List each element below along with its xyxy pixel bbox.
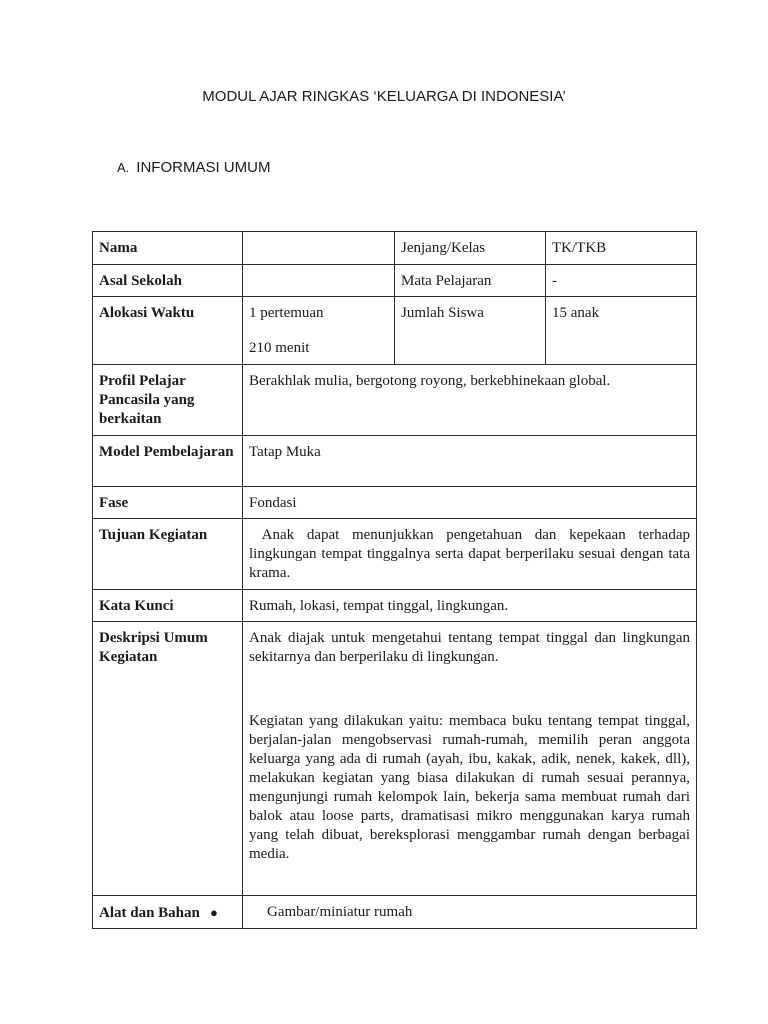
nama-label: Nama [93, 232, 243, 265]
row-model [93, 436, 697, 487]
jumlah-value: 15 anak [546, 297, 697, 365]
section-heading [117, 159, 270, 176]
profil-label: Profil Pelajar Pancasila yang berkaitan [93, 365, 243, 436]
deskripsi-label: Deskripsi Umum Kegiatan [93, 622, 243, 896]
row-asal [93, 265, 697, 297]
info-table [92, 231, 697, 929]
section-letter: A. [117, 160, 130, 175]
jenjang-value: TK/TKB [546, 232, 697, 265]
deskripsi-paragraph-2: Kegiatan yang dilakukan yaitu: membaca buku tentang tempat tinggal, berjalan-jalan mengobservasi rumah-rumah, memilih peran anggota keluarga yang ada di rumah (ayah, ibu, kakak, adik, nenek, kakek, dll), melakukan kegiatan yang biasa dilakukan di rumah sesuai perannya, mengunjungi rumah kelompok lain, bekerja sama membuat rumah dari balok atau loose parts, dramatisasi mikro menggunakan karya rumah yang telah dibuat, bereksplorasi menggambar rumah dengan berbagai media. [249, 713, 690, 862]
alat-label-cell [93, 896, 243, 929]
row-deskripsi [93, 622, 697, 896]
alat-label: Alat dan Bahan [99, 905, 200, 921]
row-kata-kunci [93, 590, 697, 622]
alokasi-line2: 210 menit [249, 340, 310, 356]
alokasi-value [243, 297, 395, 365]
mapel-label: Mata Pelajaran [395, 265, 546, 297]
jenjang-label: Jenjang/Kelas [395, 232, 546, 265]
fase-label: Fase [93, 487, 243, 519]
row-tujuan [93, 519, 697, 590]
row-alokasi [93, 297, 697, 365]
row-nama [93, 232, 697, 265]
asal-value [243, 265, 395, 297]
tujuan-value: Anak dapat menunjukkan pengetahuan dan kepekaan terhadap lingkungan tempat tinggalnya serta dapat berperilaku sesuai dengan tata krama. [243, 519, 697, 590]
nama-value [243, 232, 395, 265]
tujuan-label: Tujuan Kegiatan [93, 519, 243, 590]
fase-value: Fondasi [243, 487, 697, 519]
model-label: Model Pembelajaran [93, 436, 243, 487]
alat-value: Gambar/miniatur rumah [243, 896, 697, 929]
row-fase [93, 487, 697, 519]
jumlah-label: Jumlah Siswa [395, 297, 546, 365]
deskripsi-value [243, 622, 697, 896]
alokasi-line1: 1 pertemuan [249, 305, 324, 321]
kata-value: Rumah, lokasi, tempat tinggal, lingkungan. [243, 590, 697, 622]
profil-value: Berakhlak mulia, bergotong royong, berkebhinekaan global. [243, 365, 697, 436]
asal-label: Asal Sekolah [93, 265, 243, 297]
row-profil [93, 365, 697, 436]
alokasi-label: Alokasi Waktu [93, 297, 243, 365]
model-value: Tatap Muka [243, 436, 697, 487]
deskripsi-paragraph-1: Anak diajak untuk mengetahui tentang tempat tinggal dan lingkungan sekitarnya dan berperilaku di lingkungan. [249, 630, 690, 665]
row-alat [93, 896, 697, 929]
mapel-value: - [546, 265, 697, 297]
bullet-icon: ● [210, 905, 218, 920]
section-title: INFORMASI UMUM [136, 159, 271, 176]
kata-label: Kata Kunci [93, 590, 243, 622]
document-title: MODUL AJAR RINGKAS ‘KELUARGA DI INDONESIA’ [202, 88, 566, 105]
